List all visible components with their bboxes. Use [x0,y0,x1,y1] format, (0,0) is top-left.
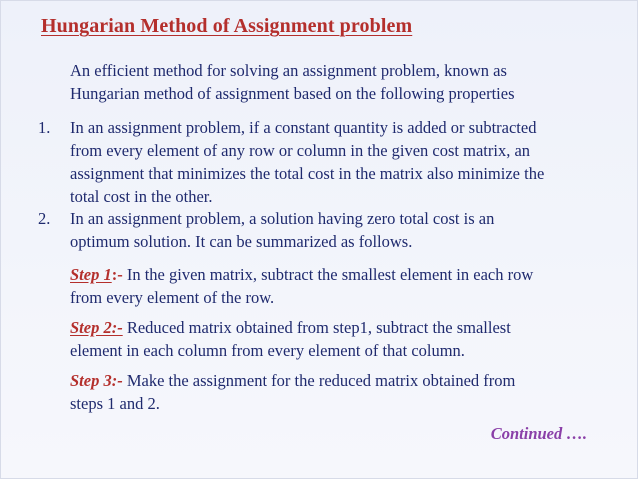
point-number: 2. [38,209,51,228]
point-line: from every element of any row or column in the given cost matrix, an [70,141,531,160]
step-3-label: Step 3:- [70,371,123,390]
step-3-text-cont: steps 1 and 2. [70,394,160,413]
point-number: 1. [38,118,51,137]
point-line: In an assignment problem, if a constant quantity is added or subtracted [70,118,537,137]
point-2-text [70,207,610,253]
point-line: total cost in the other. [70,187,213,206]
step-3 [70,369,610,415]
slide-title: Hungarian Method of Assignment problem [41,15,413,37]
step-2-text: Reduced matrix obtained from step1, subtract the smallest [122,318,511,337]
step-3-text: Make the assignment for the reduced matrix obtained from [122,371,516,390]
step-1-label: Step 1 [70,265,112,284]
intro-paragraph [70,59,610,105]
step-1 [70,263,610,309]
point-line: assignment that minimizes the total cost in the matrix also minimize the [70,164,545,183]
point-line: In an assignment problem, a solution having zero total cost is an [70,209,495,228]
intro-line: An efficient method for solving an assignment problem, known as [70,61,507,80]
point-1-text [70,116,610,208]
step-1-separator: :- [111,265,123,284]
continued-label: Continued …. [490,424,587,443]
intro-line: Hungarian method of assignment based on the following properties [70,84,515,103]
point-line: optimum solution. It can be summarized as follows. [70,232,413,251]
step-2-label: Step 2:- [70,318,123,337]
step-1-text-cont: from every element of the row. [70,288,275,307]
step-2-text-cont: element in each column from every element of that column. [70,341,465,360]
step-1-text: In the given matrix, subtract the smallest element in each row [122,265,534,284]
step-2 [70,316,610,362]
